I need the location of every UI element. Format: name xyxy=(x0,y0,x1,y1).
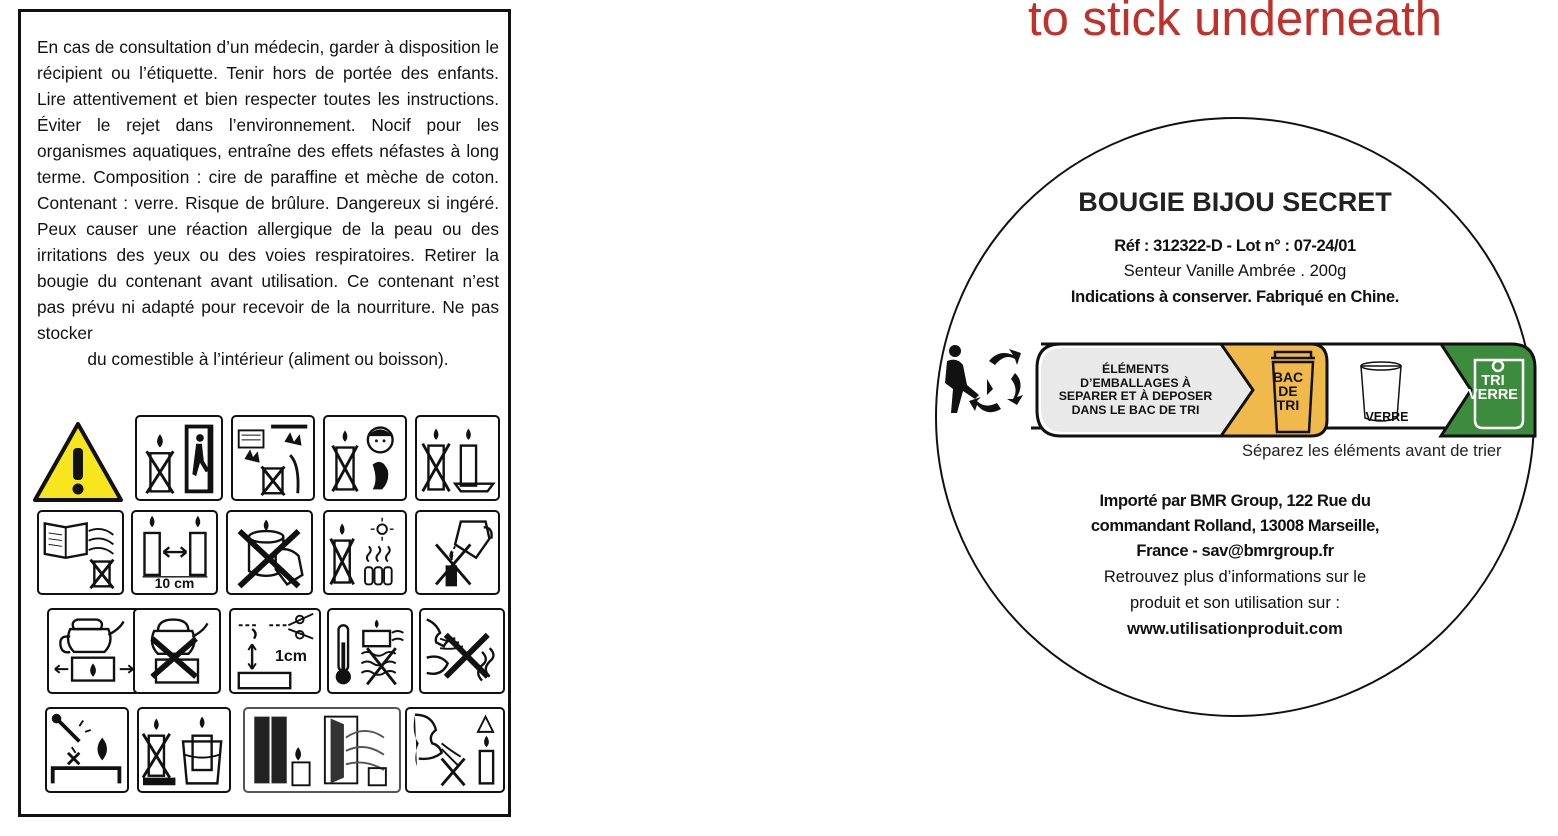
distance-icon xyxy=(131,510,218,595)
sorting-text-line: SEPARER ET À DEPOSER xyxy=(1058,389,1213,403)
tri-label-line: VERRE xyxy=(1468,387,1518,403)
tri-label-line: TRI xyxy=(1481,373,1505,389)
no-fumes-icon xyxy=(405,707,505,793)
sorting-text xyxy=(1039,363,1232,417)
sorting-text-line: D’EMBALLAGES À xyxy=(1080,375,1191,390)
sorting-text-line: DANS LE BAC DE TRI xyxy=(1071,402,1200,417)
importer-line: commandant Rolland, 13008 Marseille, xyxy=(1090,517,1380,535)
safety-text-last: du comestible à l’intérieur (aliment ou boisson). xyxy=(87,349,449,369)
teapot-warmer-icon xyxy=(47,608,141,694)
no-children-pets-icon xyxy=(323,415,407,501)
triman-icon xyxy=(941,339,1033,427)
no-teapot-icon xyxy=(133,608,221,694)
no-touch-icon xyxy=(226,510,313,595)
bin-label-line: BAC xyxy=(1272,369,1304,385)
temperature-icon xyxy=(327,608,413,694)
no-matches-icon xyxy=(45,707,129,793)
stick-underneath-header: to stick underneath xyxy=(1028,0,1443,46)
bin-label xyxy=(1271,370,1305,412)
ref-line: Réf : 312322-D - Lot n° : 07-24/01 xyxy=(1114,237,1356,255)
sorting-note: Séparez les éléments avant de trier xyxy=(1242,442,1502,460)
no-water-icon xyxy=(415,510,500,595)
material-label: VERRE xyxy=(1365,410,1409,424)
distance-label: 10 cm xyxy=(154,575,195,591)
trim-wick-icon xyxy=(229,608,321,694)
circle-label xyxy=(935,117,1535,717)
info-line: produit et son utilisation sur : xyxy=(1129,594,1341,612)
bin-label-line: TRI xyxy=(1276,397,1300,413)
info-line: Retrouvez plus d’informations sur le xyxy=(1103,568,1367,586)
no-candles-close-icon xyxy=(415,415,500,501)
safety-text-main: En cas de consultation d’un médecin, garder à disposition le récipient ou l’étiquette. Tenir hors de portée des enfants. Lire attentivement et bien respecter toutes les instructions. Éviter le rejet dans l’environnement. Nocif pour les organismes aquatiques, entraîne des effets néfastes à long terme. Composition : cire de paraffine et mèche de coton. Contenant : verre. Risque de brûlure. Dangereux si ingéré. Peux causer une réaction allergique de la peau ou des irritations des yeux ou des voies respiratoires. Retirer la bougie du contenant avant utilisation. Ce contenant n’est pas prévu ni adapté pour recevoir de la nourriture. Ne pas stocker xyxy=(37,37,499,343)
sorting-text-line: ÉLÉMENTS xyxy=(1102,362,1169,376)
keep-line: Indications à conserver. Fabriqué en Chine. xyxy=(1070,288,1400,306)
wick-label: 1cm xyxy=(275,648,308,665)
info-url: www.utilisationproduit.com xyxy=(1127,620,1343,638)
importer-line: France - sav@bmrgroup.fr xyxy=(1136,542,1334,560)
tri-label xyxy=(1467,374,1519,402)
no-heat-icon xyxy=(323,510,407,595)
no-blow-icon xyxy=(419,608,505,694)
no-flammables-icon xyxy=(231,415,315,501)
importer-line: Importé par BMR Group, 122 Rue du xyxy=(1099,492,1371,510)
safety-text xyxy=(37,34,499,372)
safety-label xyxy=(18,9,511,817)
pictogram-grid xyxy=(21,410,508,815)
product-name: BOUGIE BIJOU SECRET xyxy=(1078,187,1392,217)
bin-label-line: DE xyxy=(1278,383,1298,399)
ventilate-icon xyxy=(243,707,401,793)
no-drafts-icon xyxy=(135,415,223,501)
warning-icon xyxy=(31,418,126,506)
no-reading-icon xyxy=(37,510,124,595)
scent-line: Senteur Vanille Ambrée . 200g xyxy=(1123,262,1347,280)
no-container-icon xyxy=(137,707,231,793)
